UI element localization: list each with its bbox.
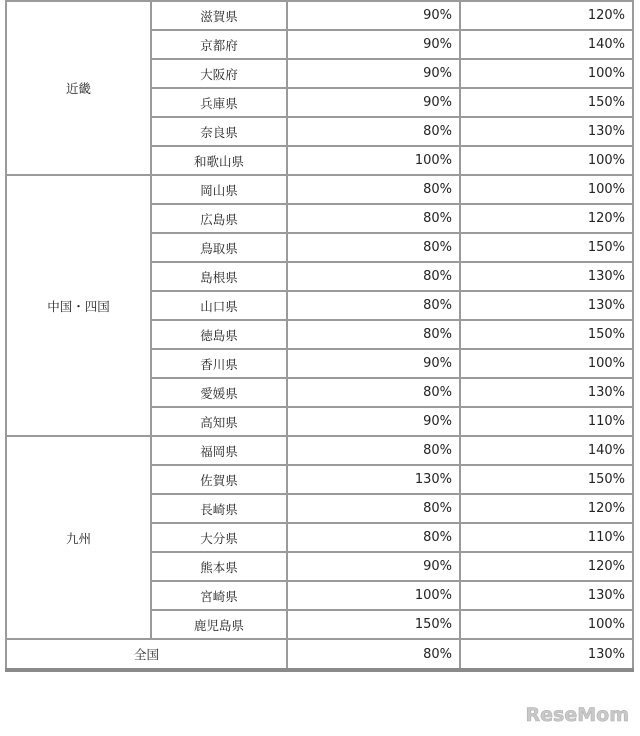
prefecture-cell: 滋賀県	[151, 1, 287, 30]
region-cell: 九州	[6, 436, 151, 639]
value-2-cell: 150%	[460, 320, 633, 349]
table-row	[6, 175, 633, 204]
value-1-cell: 90%	[287, 1, 460, 30]
prefecture-cell: 佐賀県	[151, 465, 287, 494]
value-2-cell: 140%	[460, 30, 633, 59]
total-label: 全国	[6, 639, 287, 670]
prefecture-cell: 熊本県	[151, 552, 287, 581]
table-row	[6, 1, 633, 30]
value-1-cell: 80%	[287, 175, 460, 204]
value-1-cell: 90%	[287, 349, 460, 378]
prefecture-cell: 山口県	[151, 291, 287, 320]
value-1-cell: 90%	[287, 407, 460, 436]
value-2-cell: 120%	[460, 552, 633, 581]
prefecture-cell: 宮崎県	[151, 581, 287, 610]
value-2-cell: 150%	[460, 233, 633, 262]
resemom-logo-icon	[525, 700, 630, 728]
value-1-cell: 130%	[287, 465, 460, 494]
value-1-cell: 80%	[287, 378, 460, 407]
value-1-cell: 80%	[287, 117, 460, 146]
value-1-cell: 80%	[287, 291, 460, 320]
prefecture-cell: 長崎県	[151, 494, 287, 523]
prefecture-cell: 兵庫県	[151, 88, 287, 117]
value-2-cell: 100%	[460, 610, 633, 639]
value-1-cell: 80%	[287, 523, 460, 552]
prefecture-ratio-table	[5, 0, 634, 672]
value-2-cell: 120%	[460, 204, 633, 233]
value-2-cell: 110%	[460, 523, 633, 552]
value-1-cell: 90%	[287, 59, 460, 88]
resemom-watermark-logo	[525, 700, 630, 728]
prefecture-cell: 香川県	[151, 349, 287, 378]
value-1-cell: 90%	[287, 30, 460, 59]
prefecture-cell: 奈良県	[151, 117, 287, 146]
value-1-cell: 80%	[287, 233, 460, 262]
value-1-cell: 80%	[287, 204, 460, 233]
value-1-cell: 80%	[287, 494, 460, 523]
value-2-cell: 120%	[460, 1, 633, 30]
prefecture-cell: 鳥取県	[151, 233, 287, 262]
value-2-cell: 130%	[460, 378, 633, 407]
value-1-cell: 80%	[287, 436, 460, 465]
value-1-cell: 100%	[287, 581, 460, 610]
prefecture-cell: 大阪府	[151, 59, 287, 88]
value-2-cell: 130%	[460, 262, 633, 291]
total-row	[6, 639, 633, 670]
resemom-logo-lettering: ReseMom	[525, 704, 629, 726]
value-2-cell: 100%	[460, 175, 633, 204]
value-2-cell: 110%	[460, 407, 633, 436]
prefecture-cell: 京都府	[151, 30, 287, 59]
value-2-cell: 100%	[460, 146, 633, 175]
value-2-cell: 130%	[460, 117, 633, 146]
prefecture-cell: 広島県	[151, 204, 287, 233]
value-2-cell: 120%	[460, 494, 633, 523]
prefecture-cell: 島根県	[151, 262, 287, 291]
value-1-cell: 80%	[287, 320, 460, 349]
table-row	[6, 436, 633, 465]
value-1-cell: 150%	[287, 610, 460, 639]
value-2-cell: 100%	[460, 59, 633, 88]
value-1-cell: 100%	[287, 146, 460, 175]
value-1-cell: 80%	[287, 262, 460, 291]
prefecture-cell: 福岡県	[151, 436, 287, 465]
prefecture-cell: 岡山県	[151, 175, 287, 204]
prefecture-cell: 大分県	[151, 523, 287, 552]
value-2-cell: 100%	[460, 349, 633, 378]
value-2-cell: 150%	[460, 88, 633, 117]
prefecture-cell: 愛媛県	[151, 378, 287, 407]
table-body	[6, 0, 633, 639]
value-2-cell: 130%	[460, 291, 633, 320]
total-value-2: 130%	[460, 639, 633, 670]
prefecture-cell: 徳島県	[151, 320, 287, 349]
value-1-cell: 90%	[287, 552, 460, 581]
value-2-cell: 150%	[460, 465, 633, 494]
value-1-cell: 90%	[287, 88, 460, 117]
prefecture-cell: 高知県	[151, 407, 287, 436]
total-value-1: 80%	[287, 639, 460, 670]
region-cell: 中国・四国	[6, 175, 151, 436]
region-cell: 近畿	[6, 1, 151, 175]
value-2-cell: 130%	[460, 581, 633, 610]
prefecture-cell: 鹿児島県	[151, 610, 287, 639]
value-2-cell: 140%	[460, 436, 633, 465]
prefecture-cell: 和歌山県	[151, 146, 287, 175]
